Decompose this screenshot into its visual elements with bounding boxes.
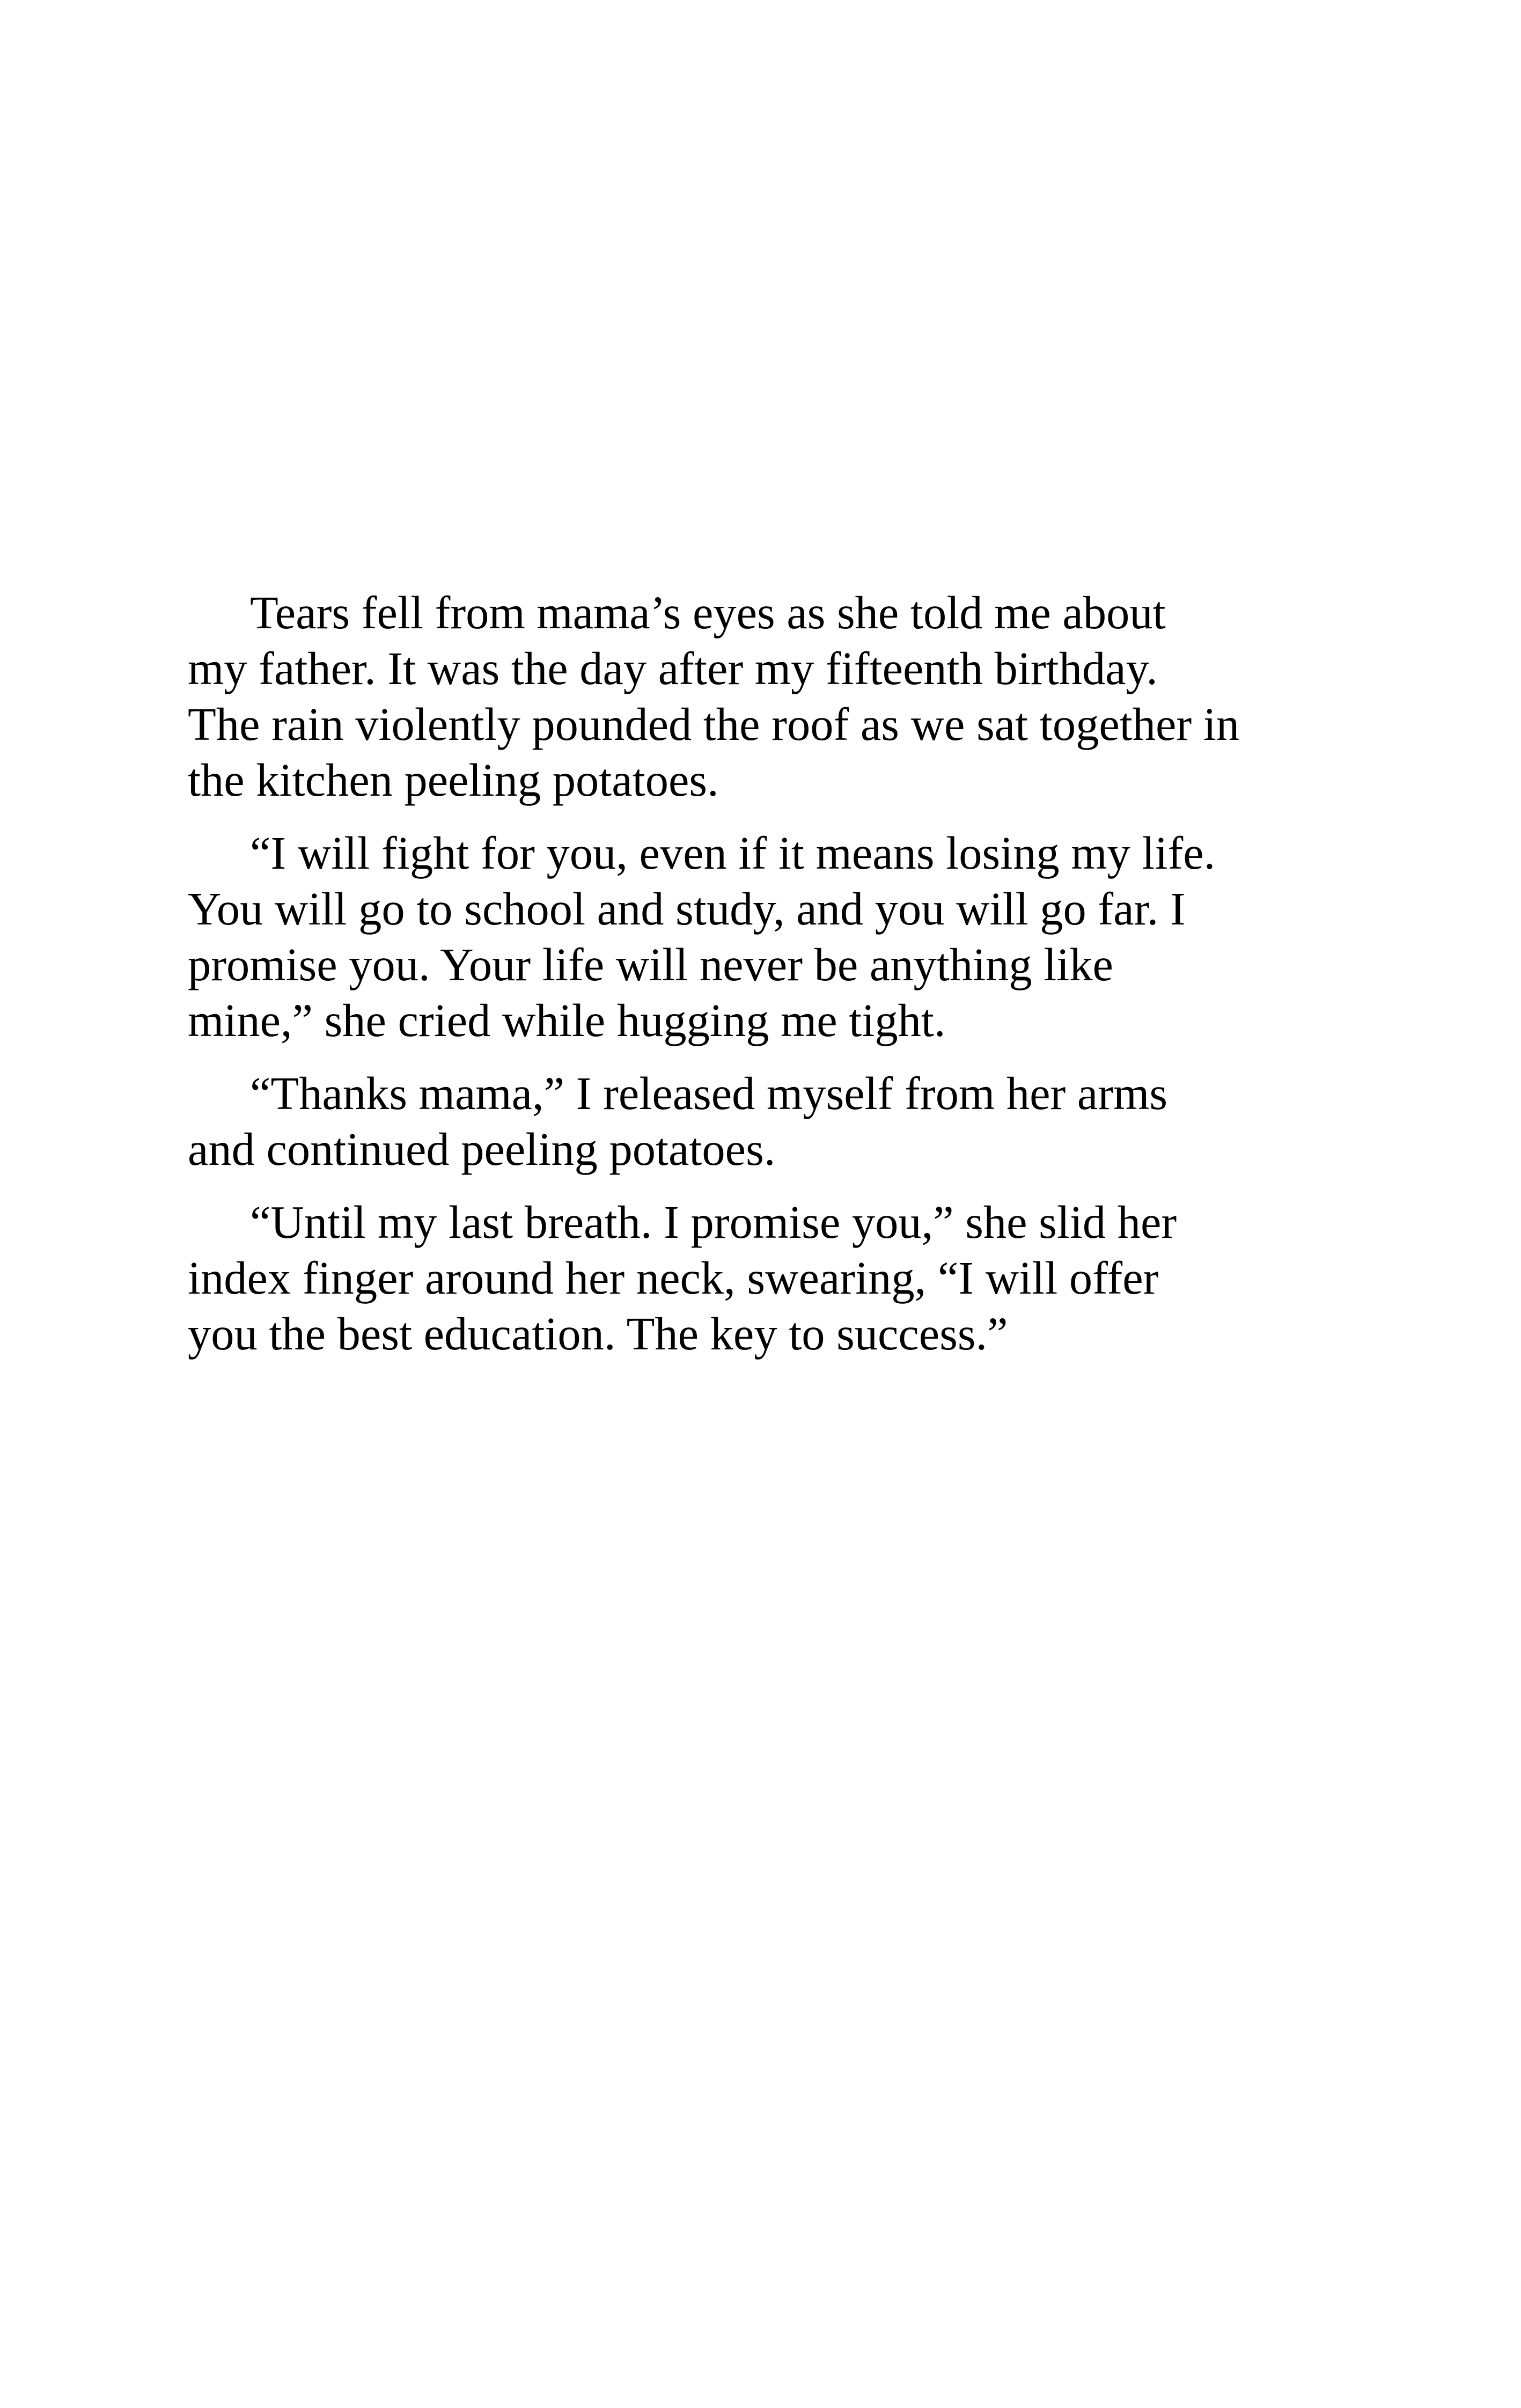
text-line: Tears fell from mama’s eyes as she told me about xyxy=(250,587,1166,638)
text-line: promise you. Your life will never be anything like xyxy=(188,939,1113,990)
paragraph xyxy=(188,1194,1314,1362)
text-line: “I will fight for you, even if it means losing my life. xyxy=(250,827,1216,879)
body-text xyxy=(188,585,1314,1379)
text-line: you the best education. The key to success.” xyxy=(188,1308,1008,1360)
text-line: You will go to school and study, and you will go far. I xyxy=(188,883,1186,935)
text-line: The rain violently pounded the roof as we sat together in xyxy=(188,699,1240,750)
text-line: mine,” she cried while hugging me tight. xyxy=(188,995,946,1046)
text-line: “Thanks mama,” I released myself from her arms xyxy=(250,1068,1168,1119)
text-line: and continued peeling potatoes. xyxy=(188,1124,776,1175)
paragraph xyxy=(188,585,1314,808)
text-line: my father. It was the day after my fifteenth birthday. xyxy=(188,643,1158,694)
text-line: index finger around her neck, swearing, “I will offer xyxy=(188,1252,1159,1304)
paragraph xyxy=(188,1066,1314,1177)
text-line: the kitchen peeling potatoes. xyxy=(188,754,719,806)
paragraph xyxy=(188,825,1314,1048)
text-line: “Until my last breath. I promise you,” she slid her xyxy=(250,1196,1177,1248)
